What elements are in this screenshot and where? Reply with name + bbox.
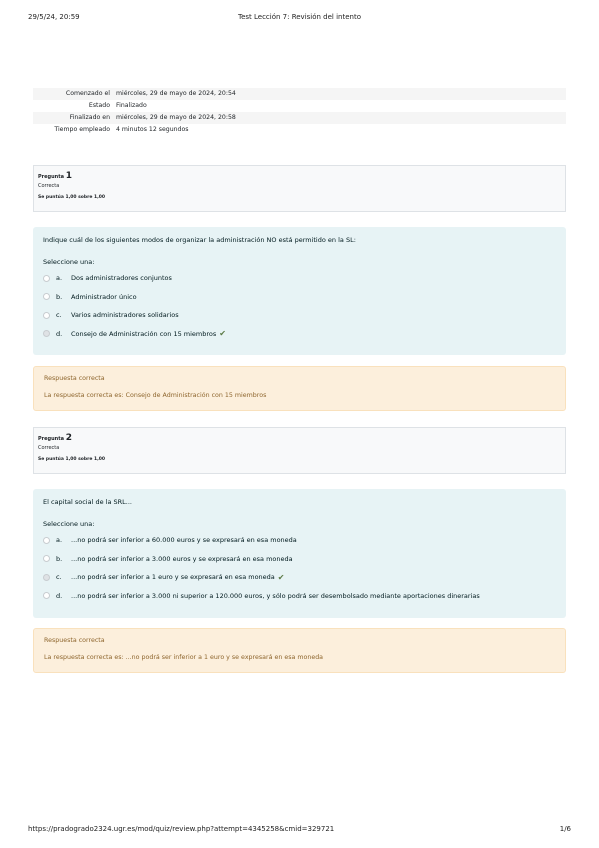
question-text: Indique cuál de los siguientes modos de organizar la administración NO está permitido en la SL: — [43, 236, 356, 244]
answer-text: Administrador único — [71, 292, 137, 301]
feedback-text: La respuesta correcta es: ...no podrá ser inferior a 1 euro y se expresará en esa moneda — [44, 654, 324, 661]
answer-option[interactable] — [43, 531, 556, 550]
summary-row — [33, 100, 566, 112]
summary-value: miércoles, 29 de mayo de 2024, 20:54 — [113, 88, 566, 100]
answer-list — [43, 531, 556, 605]
question-label: Pregunta — [38, 436, 64, 442]
print-date: 29/5/24, 20:59 — [28, 13, 80, 21]
answer-text: Dos administradores conjuntos — [71, 274, 172, 283]
question-state: Correcta — [38, 445, 60, 451]
radio-icon[interactable] — [43, 574, 50, 581]
summary-value: miércoles, 29 de mayo de 2024, 20:58 — [113, 112, 566, 124]
summary-row — [33, 88, 566, 100]
answer-prompt: Seleccione una: — [43, 258, 95, 266]
radio-icon[interactable] — [43, 312, 50, 319]
question-label: Pregunta — [38, 174, 64, 180]
radio-icon[interactable] — [43, 555, 50, 562]
summary-row — [33, 124, 566, 144]
answer-option[interactable] — [43, 288, 556, 307]
print-footer — [28, 825, 571, 837]
radio-icon[interactable] — [43, 537, 50, 544]
answer-prompt: Seleccione una: — [43, 520, 95, 528]
question-number-value: 2 — [65, 433, 72, 443]
print-title: Test Lección 7: Revisión del intento — [237, 13, 361, 21]
question-number-value: 1 — [65, 171, 72, 181]
question-number — [38, 433, 561, 443]
summary-label: Tiempo empleado — [54, 126, 110, 133]
page-number: 1/6 — [559, 825, 571, 833]
answer-text: Varios administradores solidarios — [71, 311, 179, 320]
answer-letter: d. — [56, 329, 63, 338]
answer-list — [43, 269, 556, 343]
question-formulation-2 — [33, 489, 566, 618]
answer-text: ...no podrá ser inferior a 60.000 euros y se expresará en esa moneda — [71, 536, 297, 545]
answer-option[interactable] — [43, 269, 556, 288]
summary-value: 4 minutos 12 segundos — [116, 126, 189, 133]
print-header — [28, 13, 571, 25]
feedback-2 — [33, 628, 566, 673]
attempt-summary-table — [33, 88, 566, 144]
answer-option[interactable] — [43, 568, 556, 587]
summary-label: Comenzado el — [33, 88, 113, 100]
answer-text: ...no podrá ser inferior a 1 euro y se expresará en esa moneda — [71, 573, 275, 582]
answer-text: ...no podrá ser inferior a 3.000 euros y se expresará en esa moneda — [71, 554, 293, 563]
answer-letter: a. — [56, 536, 63, 545]
radio-icon[interactable] — [43, 293, 50, 300]
feedback-text: La respuesta correcta es: Consejo de Administración con 15 miembros — [44, 392, 267, 399]
check-icon: ✔ — [277, 572, 285, 582]
feedback-title: Respuesta correcta — [44, 637, 105, 644]
answer-text: ...no podrá ser inferior a 3.000 ni superior a 120.000 euros, y sólo podrá ser desembolsado mediante aportaciones dinerarias — [71, 591, 480, 600]
radio-icon[interactable] — [43, 275, 50, 282]
page-url: https://pradogrado2324.ugr.es/mod/quiz/review.php?attempt=4345258&cmid=329721 — [28, 825, 335, 833]
answer-letter: b. — [56, 554, 63, 563]
summary-value: Finalizado — [116, 102, 147, 109]
question-info-2 — [33, 427, 566, 474]
answer-letter: d. — [56, 591, 63, 600]
summary-row — [33, 112, 566, 124]
question-grade: Se puntúa 1,00 sobre 1,00 — [38, 457, 106, 462]
question-grade: Se puntúa 1,00 sobre 1,00 — [38, 195, 106, 200]
check-icon: ✔ — [219, 329, 226, 339]
answer-option[interactable] — [43, 306, 556, 325]
answer-option[interactable] — [43, 550, 556, 569]
feedback-title: Respuesta correcta — [44, 375, 105, 382]
question-info-1 — [33, 165, 566, 212]
answer-letter: c. — [56, 573, 62, 582]
question-number — [38, 171, 561, 181]
radio-icon[interactable] — [43, 330, 50, 337]
question-formulation-1 — [33, 227, 566, 355]
question-state: Correcta — [38, 183, 60, 189]
question-text: El capital social de la SRL... — [43, 498, 132, 506]
answer-text: Consejo de Administración con 15 miembros — [71, 329, 217, 338]
summary-label: Finalizado en — [33, 112, 113, 124]
answer-letter: b. — [56, 292, 63, 301]
answer-option[interactable] — [43, 325, 556, 344]
radio-icon[interactable] — [43, 592, 50, 599]
answer-letter: c. — [56, 311, 62, 320]
answer-option[interactable] — [43, 587, 556, 606]
answer-letter: a. — [56, 274, 63, 283]
summary-label: Estado — [88, 102, 110, 109]
feedback-1 — [33, 366, 566, 411]
